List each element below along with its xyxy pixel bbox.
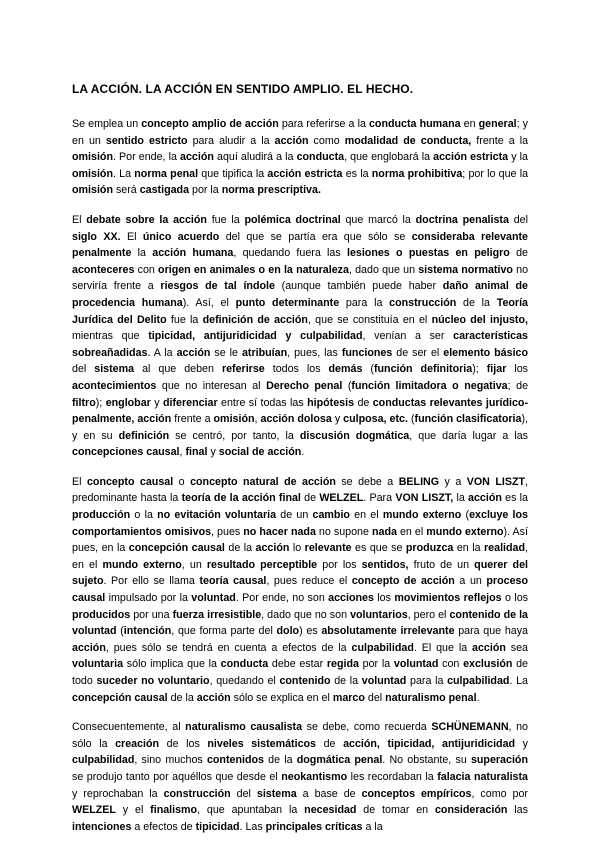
bold-term: englobar [105,396,151,409]
bold-term: concepción causal [128,542,225,555]
text-run: y [331,413,344,426]
text-run: o los [501,592,528,605]
text-run: mientras que [72,330,149,343]
bold-term: funciones [341,346,393,359]
text-run: , que daría lugar a las [409,429,528,442]
text-run: que tipifica la [198,167,268,180]
text-run: en la [453,542,485,555]
bold-term: intención [123,625,172,638]
bold-term: resultado perceptible [206,558,318,571]
bold-term: superación [470,754,528,767]
paragraph-4 [72,719,528,835]
bold-term: acontecimientos [72,379,157,392]
bold-term: omisión [72,167,113,180]
text-run: la [131,247,153,260]
bold-term: referirse [221,363,265,376]
bold-term: conducta [296,151,345,164]
bold-term: WELZEL [72,804,116,817]
text-run: debe estar [268,658,327,671]
text-run: fue la [206,213,245,226]
text-run: , pues reduce el [266,575,352,588]
text-run: como [308,134,345,147]
bold-term: discusión dogmática [299,429,410,442]
text-run: , venían a ser [362,330,454,343]
bold-term: contenido de la voluntad [72,608,528,638]
text-run: por la [358,658,394,671]
text-run: , pero el [407,608,450,621]
bold-term: concepciones causal [72,446,180,459]
text-run: en el [396,525,427,538]
text-run: sólo se explica en el [230,691,333,704]
bold-term: acción [274,134,309,147]
text-run: les recordaban la [347,770,438,783]
bold-term: relevante [304,542,352,555]
text-run: impulsado por la [105,592,192,605]
bold-term: concepto de acción [351,575,455,588]
text-run: y reprochaban la [72,787,164,800]
bold-term: origen en animales o en la naturaleza [158,263,349,276]
bold-term: modalidad de conducta, [344,134,472,147]
text-run: . La [509,675,528,687]
bold-term: no evitación voluntaria [157,509,277,522]
text-run: por una [130,608,173,621]
text-run: no serviría frente a [72,263,529,293]
bold-term: sentido estricto [105,134,188,147]
bold-term: cambio [312,509,350,522]
bold-term: núcleo del injusto, [431,313,528,326]
bold-term: sistema [256,787,297,800]
bold-term: movimientos reflejos [394,592,502,605]
bold-term: SCHÜNEMANN [431,721,509,734]
bold-term: conducta [220,658,269,671]
text-run: , [254,413,261,426]
text-run: ( [461,509,470,522]
bold-term: fuerza irresistible [172,608,262,621]
text-run: de la [167,691,197,704]
bold-term: voluntad [393,658,439,671]
text-run: ); [472,363,487,376]
bold-term: omisión [213,413,255,426]
bold-term: VON LISZT [466,475,526,488]
text-run: a la [362,820,383,833]
paragraph-1 [72,116,528,199]
bold-term: principales críticas [265,820,363,833]
bold-term: proceso causal [72,575,528,605]
bold-term: construcción [163,787,231,800]
bold-term: punto determinante [235,296,340,309]
text-run: o [173,475,191,488]
text-run: a un [454,575,487,588]
bold-term: único acuerdo [142,230,220,243]
bold-term: teoría de la acción final [181,492,301,505]
text-run: de ser el [392,346,444,359]
bold-term: acción [472,641,506,654]
text-run: (aunque también puede haber [274,280,443,293]
bold-term: acción estricta [433,151,509,164]
text-run: de tomar en [356,804,435,817]
text-run: con [134,263,159,276]
bold-term: concepción causal [72,691,168,704]
text-run: las [507,804,528,817]
text-run: fue la [166,313,203,326]
text-run: , como por [471,787,528,800]
bold-term: acción [72,641,106,654]
bold-term: acción [196,691,231,704]
bold-term: contenidos [206,754,264,767]
bold-term: naturalismo penal [385,691,477,704]
bold-term: sentidos, [361,558,409,571]
bold-term: dolo [276,625,300,638]
bold-term: voluntad [361,675,407,687]
text-run: para que haya [454,625,528,638]
bold-term: voluntaria [72,658,124,671]
text-run: del [508,213,528,226]
bold-term: producción [72,509,131,522]
text-run: sea [505,641,529,654]
bold-term: VON LISZT, [395,492,454,505]
text-run: , que forma parte del [171,625,277,638]
text-run: , quedando el [209,675,280,687]
text-run: El [72,213,87,226]
text-run: , predominante hasta la [72,475,529,505]
text-run: se debe, como recuerda [302,721,432,734]
bold-term: culposa, etc. [343,413,408,426]
text-run: frente a [171,413,214,426]
text-run: de un [276,509,313,522]
text-run: es que se [351,542,406,555]
text-run: todos los [264,363,329,376]
text-run: , no sólo la [72,721,528,750]
bold-term: riesgos de tal índole [160,280,275,293]
text-run: de [354,396,373,409]
bold-term: función clasificatoria [414,413,522,426]
text-run: ( [362,363,374,376]
bold-term: suceder no voluntario [96,675,210,687]
text-run: en [460,118,479,130]
bold-term: construcción [389,296,457,309]
text-run: de [300,492,320,505]
bold-term: BELING [398,475,440,488]
text-run: ( [116,625,124,638]
bold-term: querer del sujeto [72,558,528,588]
bold-term: acción humana [152,247,234,260]
bold-term: atribuían [241,346,288,359]
text-run: para referirse a la [278,118,369,130]
bold-term: consideraba relevante penalmente [72,230,528,260]
text-run: , sino muchos [134,754,207,767]
text-run: los [373,592,395,605]
text-run: , que apuntaban la [197,804,305,817]
bold-term: contenido [279,675,331,687]
text-run: ) es [299,625,322,638]
text-run: al que deben [134,363,222,376]
bold-term: mundo externo [426,525,504,538]
text-run: del que se partía era que sólo se [219,230,412,243]
bold-term: castigada [139,184,190,197]
bold-term: fijar [486,363,507,376]
text-run: y la [508,151,528,164]
bold-term: omisión [72,151,113,164]
text-run: . Para [363,492,396,505]
text-run: entre sí todas las [217,396,308,409]
bold-term: lesiones o puestas en peligro [346,247,510,260]
bold-term: producidos [72,608,131,621]
bold-term: acciones [328,592,374,605]
bold-term: regida [326,658,359,671]
text-run: ); [95,396,106,409]
text-run: por los [317,558,362,571]
text-run: . Por ello se llama [103,575,200,588]
text-run: ( [342,379,352,392]
text-run: sólo implica que la [123,658,221,671]
text-run: a base de [296,787,362,800]
text-run: El [120,230,143,243]
bold-term: nada [371,525,397,538]
bold-term: polémica doctrinal [244,213,341,226]
bold-term: exclusión [463,658,513,671]
bold-term: culpabilidad [351,641,414,654]
text-run: que marcó la [340,213,416,226]
bold-term: consideración [434,804,508,817]
text-run: a efectos de [131,820,196,833]
bold-term: conceptos empíricos [361,787,472,800]
bold-term: niveles sistemáticos [207,737,316,750]
bold-term: falacia naturalista [437,770,529,783]
bold-term: social de acción [218,446,302,459]
text-run: , dado que no son [261,608,351,621]
bold-term: final [185,446,208,459]
text-run: o la [130,509,158,522]
bold-term: características sobreañadidas [72,330,528,359]
text-run: , pues sólo se tendrá en cuenta a efectos de la [105,641,352,654]
bold-term: realidad [484,542,526,555]
bold-term: siglo XX. [72,230,121,243]
bold-term: dogmática penal [296,754,383,767]
text-run: , [179,446,186,459]
bold-term: función definitoria [373,363,473,376]
bold-term: teoría causal [199,575,267,588]
text-run: de la [330,675,362,687]
bold-term: Derecho penal [266,379,343,392]
text-run: Se emplea un [72,118,142,130]
bold-term: concepto amplio de acción [141,118,279,130]
text-run: que no interesan al [156,379,267,392]
bold-term: doctrina penalista [415,213,509,226]
paragraph-2 [72,212,528,461]
text-run: será [112,184,140,197]
bold-term: Teoría Jurídica del Delito [72,296,528,326]
text-run: ). Así pues, en la [72,525,528,555]
text-run: , en el [72,542,528,571]
text-run: frente a la [471,134,529,147]
bold-term: acción estricta [267,167,343,180]
bold-term: definición de acción [202,313,308,326]
text-run: ; por lo que la [462,167,529,180]
text-run: . [476,691,480,704]
text-run: , pues, las [287,346,342,359]
paragraph-3 [72,474,528,706]
text-run: es la [342,167,372,180]
bold-term: conducta humana [368,118,461,130]
text-run: lo [289,542,305,555]
bold-term: tipicidad [195,820,240,833]
bold-term: absolutamente irrelevante [321,625,455,638]
bold-term: marco [332,691,365,704]
bold-term: acción [180,151,214,164]
text-run: la [453,492,469,505]
bold-term: demás [328,363,363,376]
bold-term: debate sobre la acción [86,213,207,226]
document-title: LA ACCIÓN. LA ACCIÓN EN SENTIDO AMPLIO. EL HECHO. [72,82,414,96]
text-run: de todo [72,658,528,687]
bold-term: intenciones [72,820,132,833]
text-run: los [506,363,529,376]
text-run: ; y en un [72,118,529,147]
bold-term: no hacer nada [243,525,316,538]
text-run: , quedando fuera las [233,247,347,260]
bold-term: hipótesis [307,396,355,409]
bold-term: produzca [405,542,454,555]
bold-term: daño animal de procedencia humana [72,280,528,309]
text-run: . A la [147,346,177,359]
text-run: , pues [211,525,244,538]
text-run: del [364,691,386,704]
bold-term: acción [255,542,290,555]
bold-term: sistema normativo [418,263,513,276]
bold-term: concepto causal [86,475,174,488]
text-run: para aludir a la [187,134,275,147]
text-run: . El que la [413,641,473,654]
text-run: El [72,475,87,488]
text-run: , dado que un [348,263,419,276]
bold-term: neokantismo [281,770,348,783]
text-run: se centró, por tanto, la [169,429,300,442]
bold-term: naturalismo causalista [185,721,303,734]
text-run: de [316,737,344,750]
text-run: para la [339,296,390,309]
bold-term: mundo externo [102,558,182,571]
text-run: aquí aludirá a la [213,151,297,164]
text-run: , que se constituía en el [307,313,432,326]
text-run: en el [349,509,383,522]
bold-term: voluntad [191,592,236,605]
bold-term: excluye los comportamientos omisivos [72,509,528,538]
text-run: . Por ende, la [112,151,181,164]
bold-term: definición [118,429,170,442]
bold-term: culpabilidad [72,754,135,767]
text-run: no supone [315,525,372,538]
text-run: . La [112,167,135,180]
bold-term: acción, tipicidad, antijuridicidad [343,737,516,750]
text-run: ), y en su [72,413,528,442]
bold-term: aconteceres [72,263,135,276]
bold-term: WELZEL [319,492,364,505]
text-run: . Las [239,820,266,833]
text-run: . Por ende, no son [235,592,329,605]
bold-term: acción [176,346,211,359]
bold-term: función limitadora o negativa [351,379,508,392]
bold-term: necesidad [304,804,357,817]
bold-term: finalismo [150,804,198,817]
text-run: de la [263,754,297,767]
bold-term: omisión [72,184,113,197]
text-run: y [150,396,163,409]
text-run: , que englobará la [344,151,434,164]
bold-term: sistema [94,363,135,376]
bold-term: elemento básico [443,346,529,359]
text-run: ). Así, el [182,296,236,309]
text-run: ( [407,413,415,426]
text-run: de la [456,296,497,309]
bold-term: conductas relevantes jurídico-penalmente, acción [72,396,529,426]
text-run: y [515,737,528,750]
text-run: ; de [507,379,529,392]
text-run: del [72,363,95,376]
text-run: , un [181,558,207,571]
text-run: Consecuentemente, al [72,721,186,734]
bold-term: concepto natural de acción [190,475,336,488]
bold-term: creación [115,737,160,750]
text-run: . No obstante, su [382,754,471,767]
bold-term: filtro [72,396,96,409]
text-run: por la [189,184,222,197]
text-run: de la [224,542,256,555]
bold-term: norma penal [134,167,199,180]
text-run: para la [406,675,448,687]
bold-term: voluntarios [350,608,408,621]
text-run: de los [159,737,208,750]
bold-term: acción dolosa [260,413,332,426]
text-run: de [509,247,528,260]
text-run: y el [115,804,151,817]
text-run: es la [501,492,529,505]
text-run: y a [439,475,467,488]
bold-term: acción [468,492,502,505]
bold-term: norma prescriptiva. [221,184,321,197]
bold-term: mundo externo [382,509,462,522]
text-run: se debe a [335,475,399,488]
text-run: se le [210,346,242,359]
text-run: se produjo tanto por aquéllos que desde el [72,770,282,783]
text-run: del [230,787,257,800]
bold-term: tipicidad, antijuridicidad y culpabilidad [148,330,363,343]
text-run: . [301,446,305,459]
bold-term: diferenciar [162,396,218,409]
bold-term: culpabilidad [447,675,510,687]
text-run: y [207,446,219,459]
bold-term: norma prohibitiva [371,167,463,180]
bold-term: general [478,118,517,130]
text-run: con [438,658,464,671]
text-run: fruto de un [408,558,475,571]
